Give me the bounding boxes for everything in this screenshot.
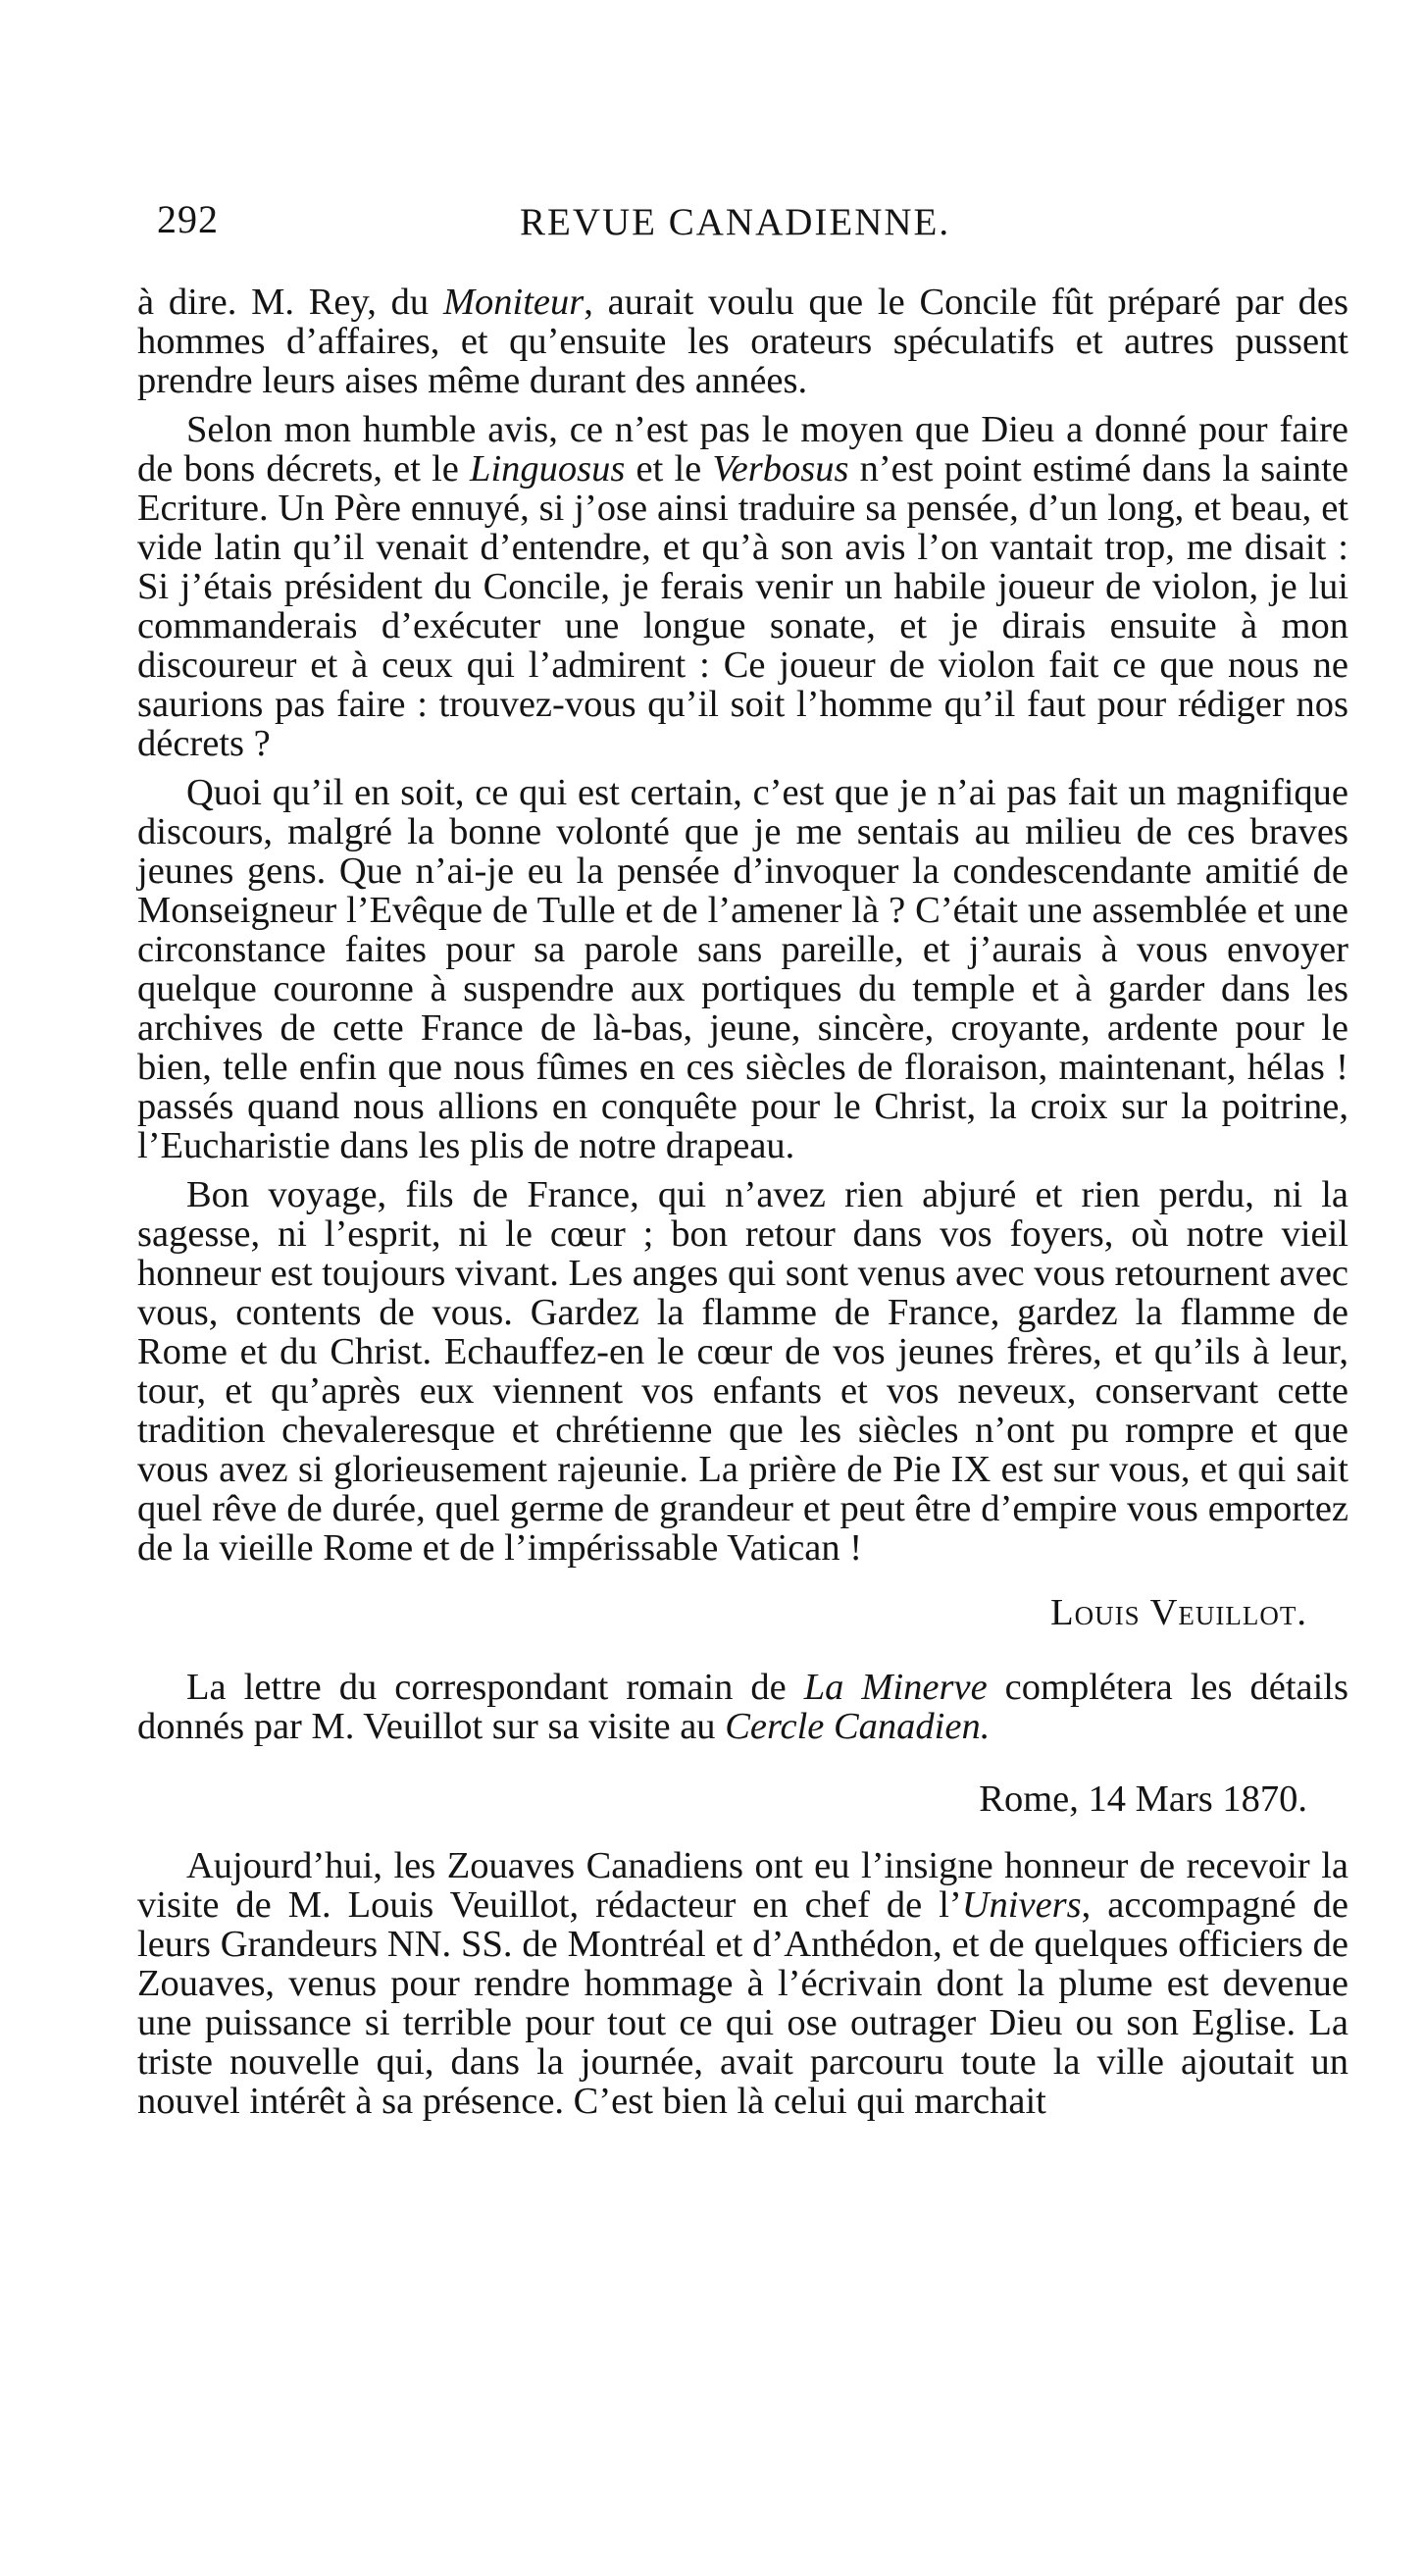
paragraph-2 [137, 410, 1348, 763]
signature: Louis Veuillot. [1050, 1592, 1307, 1633]
page-body [137, 283, 1348, 2121]
running-title: REVUE CANADIENNE. [520, 201, 951, 243]
text-run: complétera les détails donnés par M. Veuillot sur sa visite au [137, 1667, 1348, 1747]
paragraph-6 [137, 1846, 1348, 2121]
page-header [157, 196, 1346, 255]
paragraph-4: Bon voyage, fils de France, qui n’avez rien abjuré et rien perdu, ni la sagesse, ni l’esprit, ni le cœur ; bon retour dans vos foyers, où notre vieil honneur est toujours vivant. Les anges qui sont venus avec vous retournent avec vous, contents de vous. Gardez la flamme de France, gardez la flamme de Rome et du Christ. Echauffez-en le cœur de vos jeunes frères, et qu’ils à leur, tour, et qu’après eux viennent vos enfants et vos neveux, conservant cette tradition chevaleresque et chrétienne que les siècles n’ont pu rompre et que vous avez si glorieusement rajeunie. La prière de Pie IX est sur vous, et qui sait quel rêve de durée, quel germe de grandeur et peut être d’empire vous emportez de la vieille Rome et de l’impérissable Vatican ! [137, 1174, 1348, 1569]
italic-univers: Univers [961, 1884, 1082, 1926]
text-run: n’est point estimé dans la sainte Ecriture. Un Père ennuyé, si j’ose ainsi traduire sa pensée, d’un long, et beau, et vide latin qu’il venait d’entendre, et qu’à son avis l’on vantait trop, me disait : Si j’étais président du Concile, je ferais venir un habile joueur de violon, je lui commanderais d’exécuter une longue sonate, et je dirais ensuite à mon discoureur et à ceux qui l’admirent : Ce joueur de violon fait ce que nous ne saurions pas faire : trouvez-vous qu’il soit l’homme qu’il faut pour rédiger nos décrets ? [137, 448, 1349, 764]
italic-cercle-canadien: Cercle Canadien. [725, 1706, 991, 1747]
paragraph-5 [137, 1668, 1348, 1746]
italic-title-moniteur: Moniteur [442, 282, 585, 323]
italic-la-minerve: La Minerve [803, 1667, 988, 1708]
text-run: La lettre du correspondant romain de [186, 1667, 804, 1708]
text-run: , accompagné de leurs Grandeurs NN. SS. de Montréal et d’Anthédon, et de quelques officiers de Zouaves, venus pour rendre hommage à l’écrivain dont la plume est devenue une puissance si terrible pour tout ce qui ose outrager Dieu ou son Eglise. La triste nouvelle qui, dans la journée, avait parcouru toute la ville ajoutait un nouvel intérêt à sa présence. C’est bien là celui qui marchait [137, 1884, 1348, 2122]
italic-verbosus: Verbosus [712, 448, 849, 489]
text-run: et le [625, 448, 713, 489]
text-run: Aujourd’hui, les Zouaves Canadiens ont eu l’insigne honneur de recevoir la visite de M. Louis Veuillot, rédacteur en chef de l’ [137, 1845, 1348, 1926]
text-run: , aurait voulu que le Concile fût préparé par des hommes d’affaires, et qu’ensuite les orateurs spéculatifs et autres pussent prendre leurs aises même durant des années. [137, 282, 1348, 401]
text-run: à dire. M. Rey, du [137, 282, 443, 323]
dateline: Rome, 14 Mars 1870. [979, 1778, 1307, 1820]
text-run: Selon mon humble avis, ce n’est pas le moyen que Dieu a donné pour faire de bons décrets, et le [137, 409, 1348, 489]
page-number: 292 [157, 197, 219, 241]
italic-linguosus: Linguosus [470, 448, 626, 489]
paragraph-1 [137, 283, 1348, 400]
paragraph-3: Quoi qu’il en soit, ce qui est certain, c’est que je n’ai pas fait un magnifique discours, malgré la bonne volonté que je me sentais au milieu de ces braves jeunes gens. Que n’ai-je eu la pensée d’invoquer la condescendante amitié de Monseigneur l’Evêque de Tulle et de l’amener là ? C’était une assemblée et une circonstance faites pour sa parole sans pareille, et j’aurais à vous envoyer quelque couronne à suspendre aux portiques du temple et à garder dans les archives de cette France de là-bas, jeune, sincère, croyante, ardente pour le bien, telle enfin que nous fûmes en ces siècles de floraison, maintenant, hélas ! passés quand nous allions en conquête pour le Christ, la croix sur la poitrine, l’Eucharistie dans les plis de notre drapeau. [137, 772, 1348, 1166]
